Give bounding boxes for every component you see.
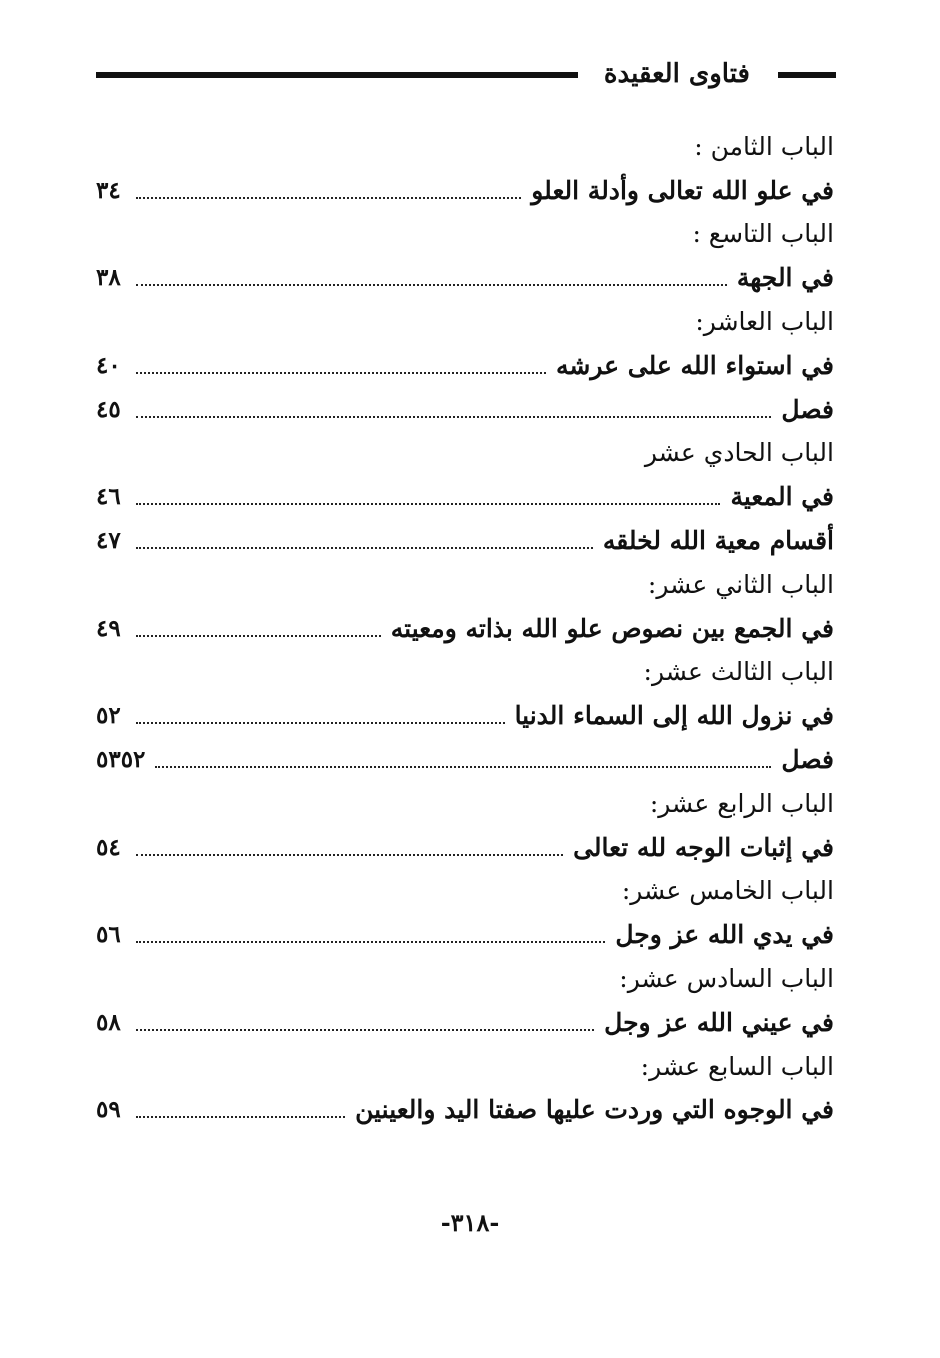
toc-chapter-heading xyxy=(96,558,834,602)
entry-page-number: ٥٦ xyxy=(96,921,121,949)
toc-entry xyxy=(96,383,834,427)
entry-title: في علو الله تعالى وأدلة العلو xyxy=(531,175,834,205)
entry-page-number: ٣٨ xyxy=(96,264,121,292)
entry-title: في نزول الله إلى السماء الدنيا xyxy=(514,701,834,731)
entry-page-number: ٥٢ xyxy=(96,702,121,730)
toc-entry xyxy=(96,470,834,514)
toc-entry xyxy=(96,996,834,1040)
toc-entry xyxy=(96,1084,834,1128)
entry-title: في الجمع بين نصوص علو الله بذاته ومعيته xyxy=(390,613,834,643)
dot-leader xyxy=(136,284,727,286)
toc-entry xyxy=(96,689,834,733)
entry-title: في إثبات الوجه لله تعالى xyxy=(573,832,834,862)
dot-leader xyxy=(136,197,521,199)
dot-leader xyxy=(136,372,546,374)
dot-leader xyxy=(136,416,771,418)
toc-entry xyxy=(96,821,834,865)
entry-title: في يدي الله عز وجل xyxy=(615,920,834,950)
entry-page-number: ٤٦ xyxy=(96,483,121,511)
dot-leader xyxy=(155,766,771,768)
toc-chapter-heading xyxy=(96,777,834,821)
dot-leader xyxy=(136,1116,345,1118)
chapter-title: الباب السادس عشر: xyxy=(619,963,834,993)
toc-entry xyxy=(96,602,834,646)
toc-entry xyxy=(96,514,834,558)
entry-page-number: ٥٨ xyxy=(96,1008,121,1036)
chapter-title: الباب الحادي عشر xyxy=(644,438,834,468)
toc-chapter-heading xyxy=(96,427,834,471)
toc-chapter-heading xyxy=(96,952,834,996)
toc-chapter-heading xyxy=(96,120,834,164)
dot-leader xyxy=(136,854,563,856)
page-header xyxy=(96,56,836,96)
entry-page-number: ٤٧ xyxy=(96,526,121,554)
entry-page-number: ٥٩ xyxy=(96,1096,121,1124)
entry-title: في المعية xyxy=(730,482,834,512)
toc-chapter-heading xyxy=(96,1040,834,1084)
entry-page-number: ٤٥ xyxy=(96,395,121,423)
chapter-title: الباب العاشر: xyxy=(695,306,834,336)
toc-entry xyxy=(96,339,834,383)
entry-title: أقسام معية الله لخلقه xyxy=(602,525,834,555)
entry-title: في عيني الله عز وجل xyxy=(604,1007,834,1037)
chapter-title: الباب الثاني عشر: xyxy=(647,569,834,599)
entry-title: فصل xyxy=(781,394,834,424)
toc-entry xyxy=(96,733,834,777)
table-of-contents xyxy=(96,120,834,1127)
dot-leader xyxy=(136,503,720,505)
entry-title: في الوجوه التي وردت عليها صفتا اليد والعينين xyxy=(355,1095,834,1125)
header-rule-short xyxy=(778,72,836,78)
toc-chapter-heading xyxy=(96,646,834,690)
chapter-title: الباب السابع عشر: xyxy=(640,1051,834,1081)
entry-title: فصل xyxy=(781,744,834,774)
toc-entry xyxy=(96,251,834,295)
dot-leader xyxy=(136,635,381,637)
toc-chapter-heading xyxy=(96,865,834,909)
page-number: -٣١٨- xyxy=(440,1208,500,1237)
toc-entry xyxy=(96,164,834,208)
dot-leader xyxy=(136,722,505,724)
entry-title: في استواء الله على عرشه xyxy=(556,350,834,380)
chapter-title: الباب الثالث عشر: xyxy=(643,657,834,687)
chapter-title: الباب الخامس عشر: xyxy=(621,876,834,906)
dot-leader xyxy=(136,1029,594,1031)
chapter-title: الباب الرابع عشر: xyxy=(649,788,834,818)
toc-entry xyxy=(96,908,834,952)
toc-chapter-heading xyxy=(96,208,834,252)
entry-page-number: ٤٠ xyxy=(96,351,121,379)
header-rule-long xyxy=(96,72,578,78)
entry-title: في الجهة xyxy=(736,263,834,293)
toc-chapter-heading xyxy=(96,295,834,339)
dot-leader xyxy=(136,547,593,549)
dot-leader xyxy=(136,941,605,943)
entry-page-number: ٣٤ xyxy=(96,176,121,204)
running-title: فتاوى العقيدة xyxy=(603,59,750,89)
entry-page-number: ٥٣٥٢ xyxy=(96,745,146,773)
entry-page-number: ٥٤ xyxy=(96,833,121,861)
entry-page-number: ٤٩ xyxy=(96,614,121,642)
chapter-title: الباب التاسع : xyxy=(692,219,834,249)
chapter-title: الباب الثامن : xyxy=(694,131,834,161)
